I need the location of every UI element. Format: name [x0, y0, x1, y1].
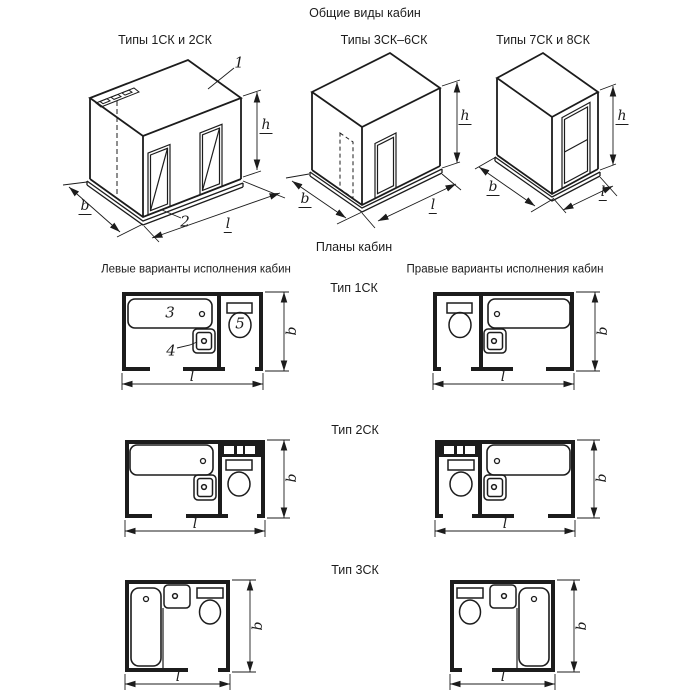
left-variants-header: Левые варианты исполнения кабин	[101, 263, 291, 276]
dim-h	[243, 90, 261, 177]
plan-2sk-left	[125, 440, 290, 537]
cistern	[197, 588, 223, 598]
dim-label-l: l	[500, 369, 506, 385]
callout-5-toilet: 5	[235, 314, 245, 333]
dim-label-b: b	[250, 621, 266, 631]
toilet-bowl	[460, 600, 481, 624]
door-opening	[148, 145, 170, 216]
toilet-bowl	[200, 600, 221, 624]
washbasin	[490, 585, 516, 608]
dim-label-h: h	[460, 108, 470, 124]
plan-1sk-right	[433, 292, 600, 390]
callout-4-washbasin: 4	[166, 341, 176, 360]
plan-3sk-left	[125, 580, 256, 690]
door-opening	[562, 102, 590, 188]
washbasin	[194, 475, 216, 500]
toilet-bowl	[228, 472, 250, 496]
dim-label-l: l	[189, 369, 195, 385]
dim-label-h: h	[261, 117, 271, 133]
toilet	[457, 588, 483, 624]
toilet	[197, 588, 223, 624]
toilet-bowl	[449, 313, 471, 338]
dim-label-l: l	[192, 516, 198, 532]
callout-3-bath: 3	[165, 303, 175, 322]
dim-h	[600, 84, 616, 170]
bathtub-drain	[495, 459, 500, 464]
cistern	[448, 460, 474, 470]
plan-1sk-left	[122, 292, 289, 390]
dim-h	[442, 80, 460, 168]
dim-label-b: b	[284, 473, 300, 483]
dim-label-b: b	[574, 621, 590, 631]
plan-2sk-right	[435, 440, 600, 537]
callout-leader-1	[208, 68, 234, 89]
dim-label-l: l	[225, 216, 231, 232]
dim-label-l: l	[500, 669, 506, 685]
bathtub	[519, 588, 549, 666]
bathtub-drain	[144, 597, 149, 602]
washbasin	[484, 329, 506, 353]
cistern	[226, 460, 252, 470]
washbasin	[484, 475, 506, 500]
dim-label-b: b	[595, 326, 611, 336]
plans-title: Планы кабин	[315, 239, 393, 254]
callout-2-base: 2	[180, 212, 190, 231]
vent-block	[221, 444, 261, 457]
bathtub-drain	[200, 312, 205, 317]
caption-types-3sk-6sk: Типы 3СК–6СК	[340, 32, 428, 47]
dim-label-b: b	[284, 326, 300, 336]
right-variants-header: Правые варианты исполнения кабин	[406, 263, 604, 276]
type-label-2sk: Тип 2СК	[331, 422, 379, 437]
iso-cabin-1sk-2sk	[63, 60, 285, 242]
type-label-3sk: Тип 3СК	[331, 562, 379, 577]
cabin-base	[495, 157, 600, 201]
caption-types-1sk-2sk: Типы 1СК и 2СК	[118, 32, 212, 47]
toilet	[448, 460, 474, 496]
dim-label-b: b	[80, 198, 90, 214]
dim-label-l: l	[600, 184, 606, 200]
walls	[125, 580, 230, 672]
caption-types-7sk-8sk: Типы 7СК и 8СК	[496, 32, 590, 47]
door-opening	[200, 124, 222, 195]
cistern	[447, 303, 472, 313]
plan-3sk-right	[450, 580, 580, 690]
dim-label-l: l	[175, 669, 181, 685]
dim-label-b: b	[488, 179, 498, 195]
callout-leader-4	[177, 342, 197, 348]
dim-label-l: l	[502, 516, 508, 532]
washbasin	[193, 329, 215, 353]
bathtub-drain	[201, 459, 206, 464]
washbasin	[164, 585, 190, 608]
dim-label-l: l	[430, 197, 436, 213]
type-label-1sk: Тип 1СК	[330, 280, 378, 295]
dim-label-b: b	[594, 473, 610, 483]
dim-label-b: b	[300, 191, 310, 207]
general-views-title: Общие виды кабин	[309, 5, 421, 20]
bathtub	[488, 299, 570, 328]
callout-1-cabin: 1	[234, 53, 244, 72]
toilet	[226, 460, 252, 496]
vent-block	[439, 444, 479, 457]
dim-label-h: h	[617, 108, 627, 124]
bathtub-drain	[495, 312, 500, 317]
bathtub-drain	[532, 597, 537, 602]
cistern	[457, 588, 483, 598]
hidden-door-outline	[340, 133, 353, 198]
toilet	[447, 303, 472, 338]
walls	[433, 292, 574, 371]
toilet-bowl	[450, 472, 472, 496]
cistern	[227, 303, 252, 313]
bathtub	[131, 588, 161, 666]
